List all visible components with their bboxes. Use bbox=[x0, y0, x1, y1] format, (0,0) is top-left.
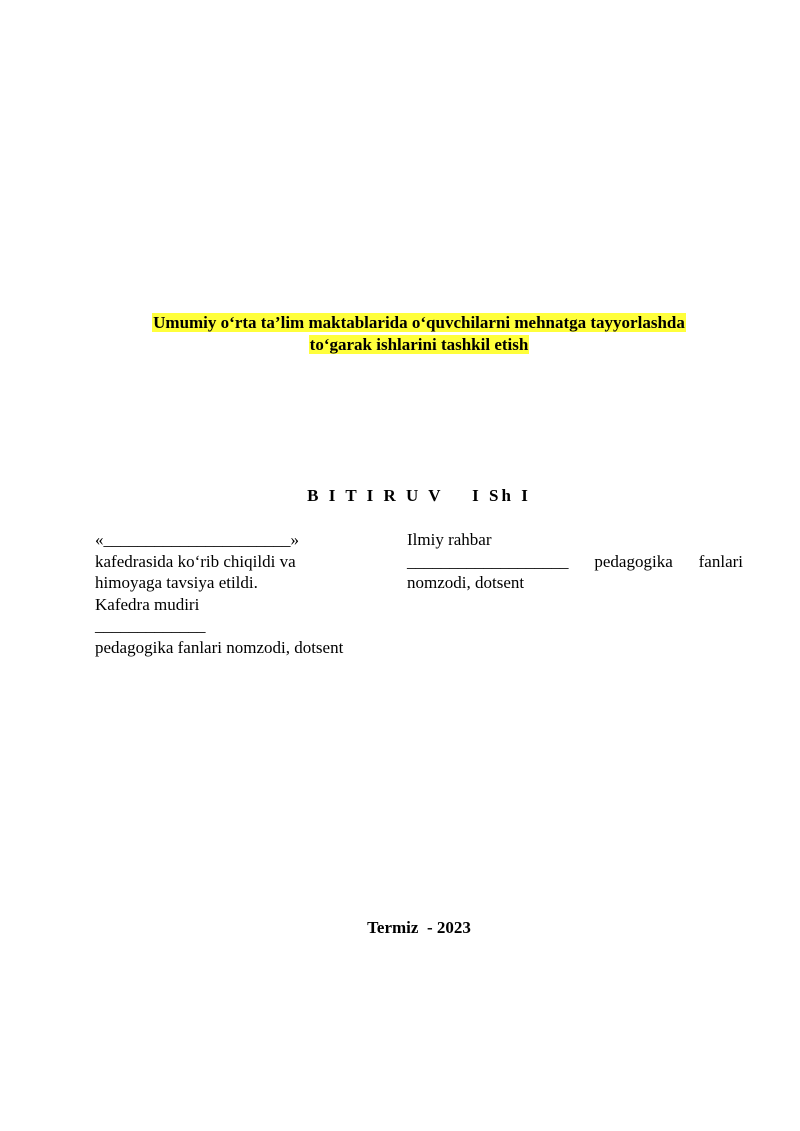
department-head-title: pedagogika fanlari nomzodi, dotsent bbox=[95, 637, 344, 657]
supervisor-title-part-1: pedagogika bbox=[594, 551, 673, 571]
city-year-footer: Termiz - 2023 bbox=[367, 918, 471, 937]
document-type-heading: B I T I R U V I Sh I bbox=[307, 486, 531, 505]
department-head-label: Kafedra mudiri bbox=[95, 594, 200, 614]
department-name-blank: «______________________» bbox=[95, 530, 299, 549]
thesis-title bbox=[95, 312, 743, 356]
supervisor-label: Ilmiy rahbar bbox=[407, 530, 492, 549]
supervisor-signature-blank: ___________________ bbox=[407, 551, 569, 571]
thesis-title-line-1: Umumiy o‘rta ta’lim maktablarida o‘quvchilarni mehnatga tayyorlashda bbox=[153, 313, 685, 332]
supervisor-signature-row bbox=[407, 551, 743, 573]
supervisor-block bbox=[407, 529, 743, 594]
approval-text-line-2: himoyaga tavsiya etildi. bbox=[95, 573, 258, 592]
approval-text-line-1: kafedrasida ko‘rib chiqildi va bbox=[95, 551, 296, 571]
department-head-signature-blank: _____________ bbox=[95, 616, 206, 635]
supervisor-title-line-2: nomzodi, dotsent bbox=[407, 573, 525, 592]
department-approval-block bbox=[95, 529, 385, 658]
supervisor-title-part-2: fanlari bbox=[698, 551, 743, 571]
thesis-title-line-2: to‘garak ishlarini tashkil etish bbox=[309, 335, 529, 354]
